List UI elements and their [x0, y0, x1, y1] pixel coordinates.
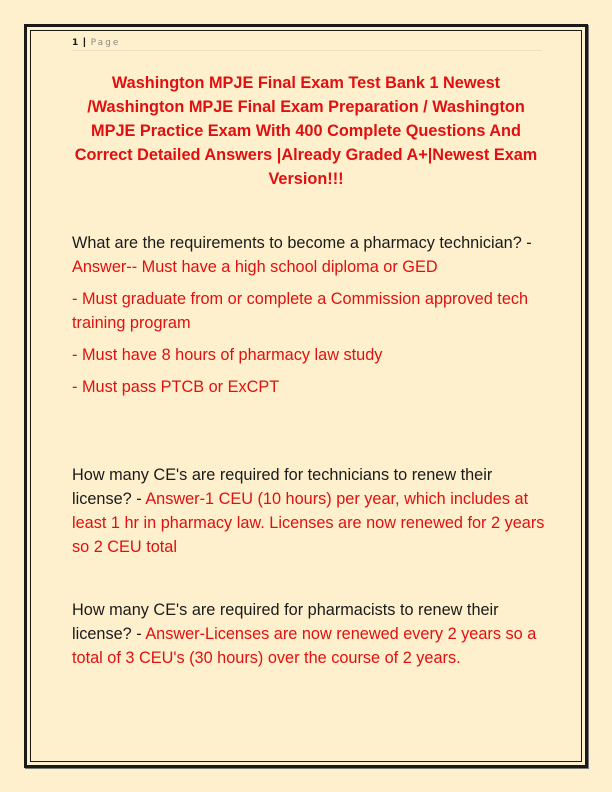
question-paragraph [72, 598, 546, 670]
question-text: How many CE's are required for pharmacists to renew their license? - [72, 601, 499, 643]
answer-text: Answer-Licenses are now renewed every 2 years so a total of 3 CEU's (30 hours) over the course of 2 years. [72, 625, 537, 667]
answer-bullet: - Must have 8 hours of pharmacy law study [72, 346, 383, 364]
qa-item [72, 231, 546, 399]
answer-text: Answer-1 CEU (10 hours) per year, which includes at least 1 hr in pharmacy law. Licenses are now renewed for 2 years so 2 CEU total [72, 490, 545, 556]
page-separator: | [83, 37, 86, 48]
question-paragraph [72, 463, 546, 559]
document-title: Washington MPJE Final Exam Test Bank 1 Newest /Washington MPJE Final Exam Preparation / Washington MPJE Practice Exam With 400 Complete Questions And Correct Detailed Answers |Already Graded A+|Newest Exam Version!!! [74, 74, 538, 188]
page-label: Page [90, 38, 121, 48]
page-number: 1 [72, 38, 79, 48]
question-text: What are the requirements to become a pharmacy technician? - [72, 234, 532, 252]
answer-text: Answer-- Must have a high school diploma or GED [72, 258, 438, 276]
answer-bullet: - Must graduate from or complete a Commission approved tech training program [72, 290, 529, 332]
answer-bullet: - Must pass PTCB or ExCPT [72, 378, 280, 396]
page-header [72, 36, 542, 51]
qa-item [72, 463, 546, 559]
qa-item [72, 598, 546, 670]
question-text: How many CE's are required for technicians to renew their license? - [72, 466, 493, 508]
question-paragraph [72, 231, 546, 279]
